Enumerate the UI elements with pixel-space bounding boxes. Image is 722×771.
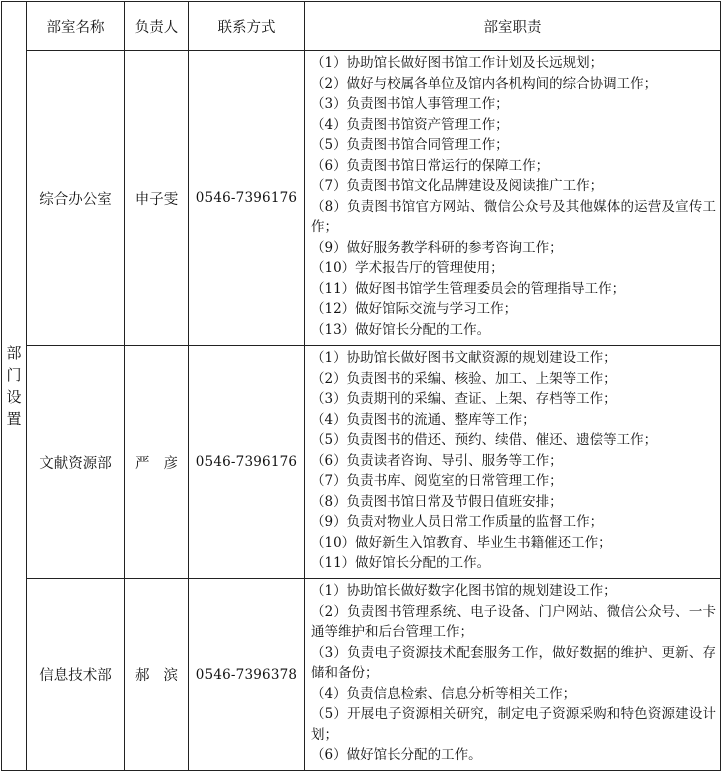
- duty-item: （11）做好图书馆学生管理委员会的管理指导工作；: [311, 280, 626, 297]
- section-label-cell: [2, 2, 27, 771]
- contact-phone: 0546-7396176: [189, 346, 305, 579]
- duties-list: [305, 579, 721, 771]
- header-duties: 部室职责: [305, 2, 721, 51]
- duty-item: （7）负责书库、阅览室的日常管理工作；: [311, 473, 563, 489]
- duty-item: （2）做好与校属各单位及馆内各机构间的综合协调工作；: [311, 75, 658, 92]
- duty-item: （8）负责图书馆官方网站、微信公众号及其他媒体的运营及宣传工作；: [311, 198, 716, 235]
- duty-item: （8）负责图书馆日常及节假日值班安排；: [311, 493, 563, 510]
- duty-item: （1）协助馆长做好图书馆工作计划及长远规划；: [311, 55, 604, 71]
- section-label-char: 置: [6, 410, 22, 428]
- duties-list: [305, 346, 721, 579]
- department-name: 信息技术部: [27, 579, 125, 771]
- duty-item: （1）协助馆长做好数字化图书馆的规划建设工作；: [311, 583, 617, 599]
- duty-item: （13）做好馆长分配的工作。: [311, 321, 491, 338]
- table-row: [2, 51, 721, 346]
- section-label-char: 门: [6, 366, 22, 384]
- duty-item: （3）负责图书馆人事管理工作；: [311, 96, 509, 112]
- duty-item: （3）负责电子资源技术配套服务工作，做好数据的维护、更新、存储和备份；: [311, 644, 716, 681]
- duty-item: （12）做好馆际交流与学习工作；: [311, 301, 518, 317]
- duty-item: （10）做好新生入馆教育、毕业生书籍催还工作；: [311, 534, 612, 551]
- contact-phone: 0546-7396176: [189, 51, 305, 346]
- duty-item: （9）负责对物业人员日常工作质量的监督工作；: [311, 514, 604, 530]
- duty-item: （1）协助馆长做好图书文献资源的规划建设工作；: [311, 350, 617, 366]
- duty-item: （5）负责图书馆合同管理工作；: [311, 137, 509, 153]
- duty-item: （4）负责信息检索、信息分析等相关工作；: [311, 685, 577, 702]
- contact-phone: 0546-7396378: [189, 579, 305, 771]
- department-name: 综合办公室: [27, 51, 125, 346]
- header-contact: 联系方式: [189, 2, 305, 51]
- duty-item: （6）做好馆长分配的工作。: [311, 747, 482, 763]
- header-head: 负责人: [125, 2, 189, 51]
- duty-item: （5）负责图书的借还、预约、续借、催还、遗偿等工作；: [311, 432, 658, 448]
- duty-item: （7）负责图书馆文化品牌建设及阅读推广工作；: [311, 178, 604, 194]
- duty-item: （10）学术报告厅的管理使用；: [311, 260, 504, 276]
- department-head: 申子雯: [125, 51, 189, 346]
- duty-item: （4）负责图书的流通、整库等工作；: [311, 411, 536, 428]
- duty-item: （9）做好服务教学科研的参考咨询工作；: [311, 239, 563, 256]
- table-row: [2, 346, 721, 579]
- duty-item: （3）负责期刊的采编、查证、上架、存档等工作；: [311, 391, 617, 407]
- section-label-char: 设: [6, 388, 22, 406]
- duty-item: （4）负责图书馆资产管理工作；: [311, 116, 509, 133]
- table-header-row: [2, 2, 721, 51]
- duty-item: （6）负责读者咨询、导引、服务等工作；: [311, 452, 563, 469]
- duty-item: （2）负责图书管理系统、电子设备、门户网站、微信公众号、一卡通等维护和后台管理工作；: [311, 603, 716, 640]
- table-row: [2, 579, 721, 771]
- department-name: 文献资源部: [27, 346, 125, 579]
- section-label-char: 部: [6, 344, 22, 362]
- duty-item: （5）开展电子资源相关研究，制定电子资源采购和特色资源建设计划；: [311, 706, 716, 743]
- department-head: 郝滨: [125, 579, 189, 771]
- header-department: 部室名称: [27, 2, 125, 51]
- duty-item: （6）负责图书馆日常运行的保障工作；: [311, 157, 550, 174]
- department-head: 严彦: [125, 346, 189, 579]
- duties-list: [305, 51, 721, 346]
- duty-item: （2）负责图书的采编、核验、加工、上架等工作；: [311, 370, 617, 387]
- duty-item: （11）做好馆长分配的工作。: [311, 555, 491, 571]
- department-table: [1, 1, 721, 771]
